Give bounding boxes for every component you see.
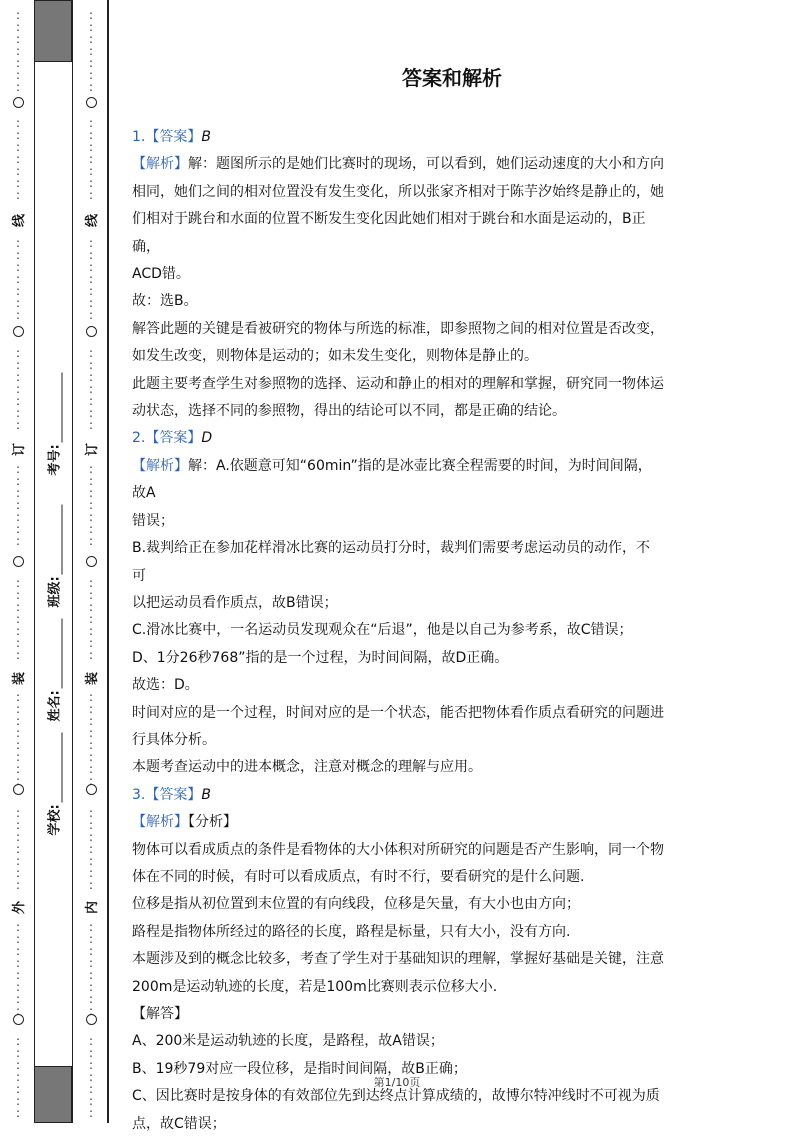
analysis-text: 此题主要考查学生对参照物的选择、运动和静止的相对的理解和掌握，研究同一物体运 [132, 375, 664, 392]
margin-dots: : [15, 68, 21, 82]
margin-dots: : [88, 992, 94, 1006]
margin-circle [81, 784, 101, 799]
margin-dots: : [15, 32, 21, 46]
outer-cut-label: 订 [12, 442, 28, 457]
margin-dots: : [15, 406, 21, 420]
analysis-text: 们相对于跳台和水面的位置不断发生变化因此她们相对于跳台和水面是运动的，B正确， [132, 211, 646, 255]
margin-dots: : [15, 774, 21, 788]
margin-dots: : [15, 818, 21, 832]
analysis-line [132, 151, 664, 178]
margin-dots: : [15, 1058, 21, 1072]
margin-dots: : [15, 1082, 21, 1096]
analysis-tag: 【解析】 [132, 156, 188, 173]
margin-dots: : [15, 762, 21, 776]
margin-dots: : [88, 260, 94, 274]
margin-line [107, 0, 109, 1123]
margin-dots: : [15, 8, 21, 22]
inner-cut-label: 装 [85, 671, 101, 686]
inner-cut-label: 线 [85, 213, 101, 228]
analysis-text: 【解答】 [132, 1006, 188, 1022]
student-field-label: 考号: [47, 444, 63, 476]
outer-cut-label: 外 [12, 900, 28, 915]
margin-dots: : [15, 116, 21, 130]
margin-dots: : [88, 394, 94, 408]
margin-dots: : [15, 236, 21, 250]
student-field-blank[interactable] [50, 618, 63, 688]
margin-dots: : [15, 272, 21, 286]
analysis-text: 路程是指物体所经过的路径的长度，路程是标量，只有大小，没有方向. [132, 923, 571, 940]
margin-dots: : [15, 308, 21, 322]
answer-heading [132, 425, 664, 452]
outer-cut-label: 线 [12, 213, 28, 228]
analysis-line [132, 946, 664, 973]
margin-dots: : [15, 486, 21, 500]
margin-dots: : [15, 418, 21, 432]
margin-dots: : [15, 1004, 21, 1018]
analysis-tag: 【解析】 [132, 457, 188, 474]
margin-dots: : [15, 346, 21, 360]
analysis-line [132, 316, 664, 343]
margin-dots: : [88, 1058, 94, 1072]
answer-heading [132, 782, 664, 809]
student-field-label: 学校: [47, 804, 63, 836]
margin-dots: : [15, 944, 21, 958]
analysis-text: 行具体分析。 [132, 731, 216, 748]
margin-dots: : [88, 1070, 94, 1084]
page-title: 答案和解析 [402, 66, 502, 90]
margin-dots: : [88, 648, 94, 662]
margin-dots: : [88, 1106, 94, 1120]
margin-dots: : [15, 152, 21, 166]
margin-dots: : [88, 980, 94, 994]
margin-dots: : [88, 726, 94, 740]
analysis-line [132, 343, 664, 370]
analysis-text: D、1分26秒768”指的是一个过程，为时间间隔，故D正确。 [132, 649, 509, 666]
margin-circle [8, 326, 28, 341]
inner-cut-label: 订 [85, 442, 101, 457]
margin-dots: : [88, 80, 94, 94]
margin-dots: : [88, 534, 94, 548]
analysis-tag: 【解析】 [132, 814, 188, 831]
margin-dots: : [88, 418, 94, 432]
analysis-line [132, 974, 664, 1001]
circle-mark-icon [86, 556, 97, 567]
question-number: 3. [132, 786, 146, 803]
margin-dots: : [88, 236, 94, 250]
margin-dots: : [88, 462, 94, 476]
margin-dots: : [88, 944, 94, 958]
margin-dots: : [88, 690, 94, 704]
analysis-text: 本题涉及到的概念比较多，考查了学生对于基础知识的理解，掌握好基础是关键，注意 [132, 951, 664, 968]
margin-dots: : [88, 296, 94, 310]
margin-dots: : [15, 462, 21, 476]
margin-dots: : [15, 20, 21, 34]
margin-dots: : [88, 474, 94, 488]
margin-dots: : [88, 284, 94, 298]
student-field[interactable] [44, 504, 63, 608]
analysis-text: A、200米是运动轨迹的长度，是路程，故A错误； [132, 1033, 444, 1050]
margin-dots: : [15, 522, 21, 536]
margin-dots: : [15, 394, 21, 408]
answer-letter: B [201, 129, 211, 145]
margin-dots: : [15, 612, 21, 626]
analysis-text: 如发生改变，则物体是运动的；如未发生变化，则物体是静止的。 [132, 348, 538, 365]
student-field-blank[interactable] [50, 372, 63, 442]
margin-dots: : [88, 308, 94, 322]
margin-dots: : [15, 738, 21, 752]
margin-dots: : [88, 624, 94, 638]
analysis-line [132, 809, 664, 836]
margin-dots: : [15, 370, 21, 384]
margin-dots: : [15, 830, 21, 844]
margin-dots: : [88, 248, 94, 262]
margin-dots: : [15, 498, 21, 512]
analysis-line [132, 645, 664, 672]
margin-circle [81, 556, 101, 571]
binding-margin [0, 0, 110, 1123]
circle-mark-icon [86, 784, 97, 795]
analysis-line [132, 206, 664, 261]
margin-dots: : [88, 636, 94, 650]
margin-dots: : [88, 128, 94, 142]
margin-dots: : [88, 932, 94, 946]
margin-dots: : [88, 346, 94, 360]
margin-line [34, 0, 35, 1123]
analysis-text: 解答此题的关键是看被研究的物体与所选的标准，即参照物之间的相对位置是否改变， [132, 320, 664, 337]
margin-dots: : [15, 188, 21, 202]
margin-dots: : [88, 486, 94, 500]
margin-dots: : [88, 20, 94, 34]
margin-dots: : [88, 920, 94, 934]
margin-dots: : [15, 296, 21, 310]
analysis-text: 错误； [132, 512, 174, 529]
analysis-text: 点，故C错误； [132, 1115, 226, 1132]
circle-mark-icon [13, 1014, 24, 1025]
analysis-line [132, 727, 664, 754]
margin-dots: : [88, 44, 94, 58]
margin-dots: : [15, 284, 21, 298]
question-number: 1. [132, 129, 146, 145]
analysis-line [132, 1111, 664, 1138]
analysis-text: 体在不同的时候，有时可以看成质点，有时不行，要看研究的是什么问题. [132, 868, 585, 885]
margin-dots: : [88, 774, 94, 788]
analysis-line [132, 672, 664, 699]
analysis-line [132, 590, 664, 617]
margin-dots: : [15, 1094, 21, 1108]
analysis-text: ACD错。 [132, 266, 190, 283]
analysis-text: 动状态，选择不同的参照物，得出的结论可以不同，都是正确的结论。 [132, 403, 566, 420]
inner-cut-label: 内 [85, 900, 101, 915]
margin-circle [81, 1014, 101, 1029]
margin-dots: : [88, 842, 94, 856]
margin-dots: : [15, 714, 21, 728]
analysis-line [132, 508, 664, 535]
analysis-line [132, 617, 664, 644]
margin-dots: : [88, 140, 94, 154]
answer-tag: 【答案】 [145, 430, 202, 447]
margin-dots: : [88, 68, 94, 82]
margin-dots: : [15, 140, 21, 154]
analysis-line [132, 261, 664, 288]
margin-dots: : [88, 1094, 94, 1108]
margin-dots: : [88, 406, 94, 420]
margin-dots: : [15, 510, 21, 524]
analysis-line [132, 700, 664, 727]
margin-dots: : [15, 854, 21, 868]
margin-dots: : [88, 164, 94, 178]
margin-dots: : [88, 32, 94, 46]
margin-dots: : [15, 358, 21, 372]
answer-tag: 【答案】 [145, 786, 202, 803]
analysis-text: B、19秒79对应一段位移，是指时间间隔，故B正确； [132, 1060, 467, 1077]
circle-mark-icon [13, 556, 24, 567]
margin-dots: : [88, 878, 94, 892]
margin-dots: : [88, 750, 94, 764]
margin-dots: : [15, 1046, 21, 1060]
answer-letter: D [201, 430, 213, 447]
margin-dots: : [15, 248, 21, 262]
margin-dots: : [15, 992, 21, 1006]
margin-circle [81, 97, 101, 112]
circle-mark-icon [13, 784, 24, 795]
margin-dots: : [88, 702, 94, 716]
analysis-line [132, 288, 664, 315]
margin-dots: : [88, 1046, 94, 1060]
margin-dots: : [15, 128, 21, 142]
analysis-text: 以把运动员看作质点，故B错误； [132, 594, 338, 611]
margin-dots: : [15, 44, 21, 58]
margin-dots: : [15, 534, 21, 548]
analysis-line [132, 371, 664, 398]
margin-dots: : [88, 510, 94, 524]
margin-dots: : [88, 714, 94, 728]
student-field[interactable] [44, 618, 63, 722]
analysis-line [132, 864, 664, 891]
answer-tag: 【答案】 [145, 129, 202, 145]
margin-dots: : [15, 648, 21, 662]
margin-dots: : [15, 1106, 21, 1120]
margin-dots: : [15, 1070, 21, 1084]
margin-dots: : [15, 474, 21, 488]
margin-dots: : [15, 980, 21, 994]
margin-dots: : [88, 498, 94, 512]
margin-dots: : [88, 576, 94, 590]
analysis-line [132, 754, 664, 781]
margin-dots: : [15, 968, 21, 982]
margin-dots: : [88, 866, 94, 880]
margin-dots: : [15, 920, 21, 934]
margin-dots: : [15, 164, 21, 178]
margin-circle [8, 784, 28, 799]
margin-dots: : [15, 1034, 21, 1048]
margin-dots: : [88, 956, 94, 970]
answer-heading [132, 124, 664, 151]
analysis-text: 解：A.依题意可知“60min”指的是冰壶比赛全程需要的时间，为时间间隔，故A [132, 457, 652, 502]
analysis-text: C、因比赛时是按身体的有效部位先到达终点计算成绩的，故博尔特冲线时不可视为质 [132, 1088, 660, 1105]
margin-dots: : [88, 738, 94, 752]
margin-dots: : [88, 600, 94, 614]
analysis-text: 故：选B。 [132, 293, 198, 310]
margin-dots: : [88, 968, 94, 982]
analysis-text: 位移是指从初位置到末位置的有向线段，位移是矢量，有大小也由方向； [132, 896, 580, 913]
analysis-text: 解：题图所示的是她们比赛时的现场，可以看到，她们运动速度的大小和方向 [188, 156, 664, 173]
margin-circle [8, 1014, 28, 1029]
analysis-line [132, 535, 664, 590]
answer-content [132, 124, 664, 1138]
analysis-line [132, 1028, 664, 1055]
analysis-line [132, 837, 664, 864]
margin-dots: : [88, 1004, 94, 1018]
margin-dots: : [88, 176, 94, 190]
analysis-line [132, 179, 664, 206]
margin-dots: : [88, 522, 94, 536]
margin-dots: : [15, 702, 21, 716]
analysis-line [132, 453, 664, 508]
circle-mark-icon [86, 1014, 97, 1025]
student-field-blank[interactable] [50, 732, 63, 802]
margin-dots: : [88, 56, 94, 70]
margin-dots: : [15, 806, 21, 820]
student-field-label: 班级: [47, 576, 63, 608]
margin-dots: : [15, 690, 21, 704]
student-field-blank[interactable] [50, 504, 63, 574]
analysis-text: C.滑冰比赛中，一名运动员发现观众在“后退”，他是以自己为参考系，故C错误； [132, 622, 633, 639]
margin-dots: : [15, 176, 21, 190]
answer-letter: B [201, 786, 211, 803]
margin-dots: : [88, 762, 94, 776]
analysis-text: 物体可以看成质点的条件是看物体的大小体积对所研究的问题是否产生影响，同一个物 [132, 841, 664, 858]
outer-cut-label: 装 [12, 671, 28, 686]
margin-dots: : [88, 382, 94, 396]
margin-dots: : [88, 830, 94, 844]
circle-mark-icon [13, 326, 24, 337]
margin-circle [8, 556, 28, 571]
margin-dots: : [15, 750, 21, 764]
margin-dots: : [88, 8, 94, 22]
margin-circle [8, 97, 28, 112]
analysis-line [132, 919, 664, 946]
analysis-text: 故选：D。 [132, 677, 199, 694]
page-footer: 第1/10页 [373, 1076, 421, 1089]
margin-dots: : [15, 726, 21, 740]
margin-dots: : [88, 370, 94, 384]
margin-dots: : [88, 188, 94, 202]
margin-dots: : [15, 600, 21, 614]
margin-dots: : [15, 382, 21, 396]
margin-dots: : [88, 818, 94, 832]
margin-dots: : [15, 588, 21, 602]
margin-dots: : [88, 272, 94, 286]
margin-circle [81, 326, 101, 341]
analysis-line [132, 891, 664, 918]
margin-dots: : [88, 1082, 94, 1096]
analysis-line [132, 1001, 664, 1028]
margin-dots: : [88, 806, 94, 820]
margin-dots: : [88, 588, 94, 602]
margin-dots: : [15, 576, 21, 590]
analysis-text: B.裁判给正在参加花样滑冰比赛的运动员打分时，裁判们需要考虑运动员的动作，不可 [132, 540, 651, 584]
margin-dots: : [88, 116, 94, 130]
analysis-text: 【分析】 [188, 814, 237, 831]
analysis-text: 200m是运动轨迹的长度，若是100m比赛则表示位移大小. [132, 978, 498, 995]
margin-dots: : [15, 624, 21, 638]
margin-dots: : [88, 1034, 94, 1048]
margin-band-top [34, 0, 72, 62]
analysis-text: 时间对应的是一个过程，时间对应的是一个状态，能否把物体看作质点看研究的问题进 [132, 704, 664, 721]
circle-mark-icon [86, 326, 97, 337]
analysis-text: 本题考查运动中的进本概念，注意对概念的理解与应用。 [132, 759, 482, 776]
margin-dots: : [88, 612, 94, 626]
margin-dots: : [15, 842, 21, 856]
student-field[interactable] [44, 732, 63, 836]
margin-dots: : [88, 358, 94, 372]
margin-dots: : [15, 636, 21, 650]
analysis-line [132, 398, 664, 425]
margin-dots: : [15, 932, 21, 946]
student-field-label: 姓名: [47, 690, 63, 722]
margin-dots: : [15, 956, 21, 970]
margin-dots: : [15, 80, 21, 94]
student-field[interactable] [44, 372, 63, 476]
analysis-text: 相同，她们之间的相对位置没有发生变化，所以张家齐相对于陈芋汐始终是静止的，她 [132, 183, 664, 200]
margin-dots: : [15, 866, 21, 880]
circle-mark-icon [86, 97, 97, 108]
margin-dots: : [15, 260, 21, 274]
circle-mark-icon [13, 97, 24, 108]
question-number: 2. [132, 430, 146, 447]
margin-dots: : [15, 56, 21, 70]
margin-dots: : [88, 854, 94, 868]
margin-line [72, 0, 73, 1123]
margin-dots: : [88, 152, 94, 166]
margin-dots: : [15, 878, 21, 892]
